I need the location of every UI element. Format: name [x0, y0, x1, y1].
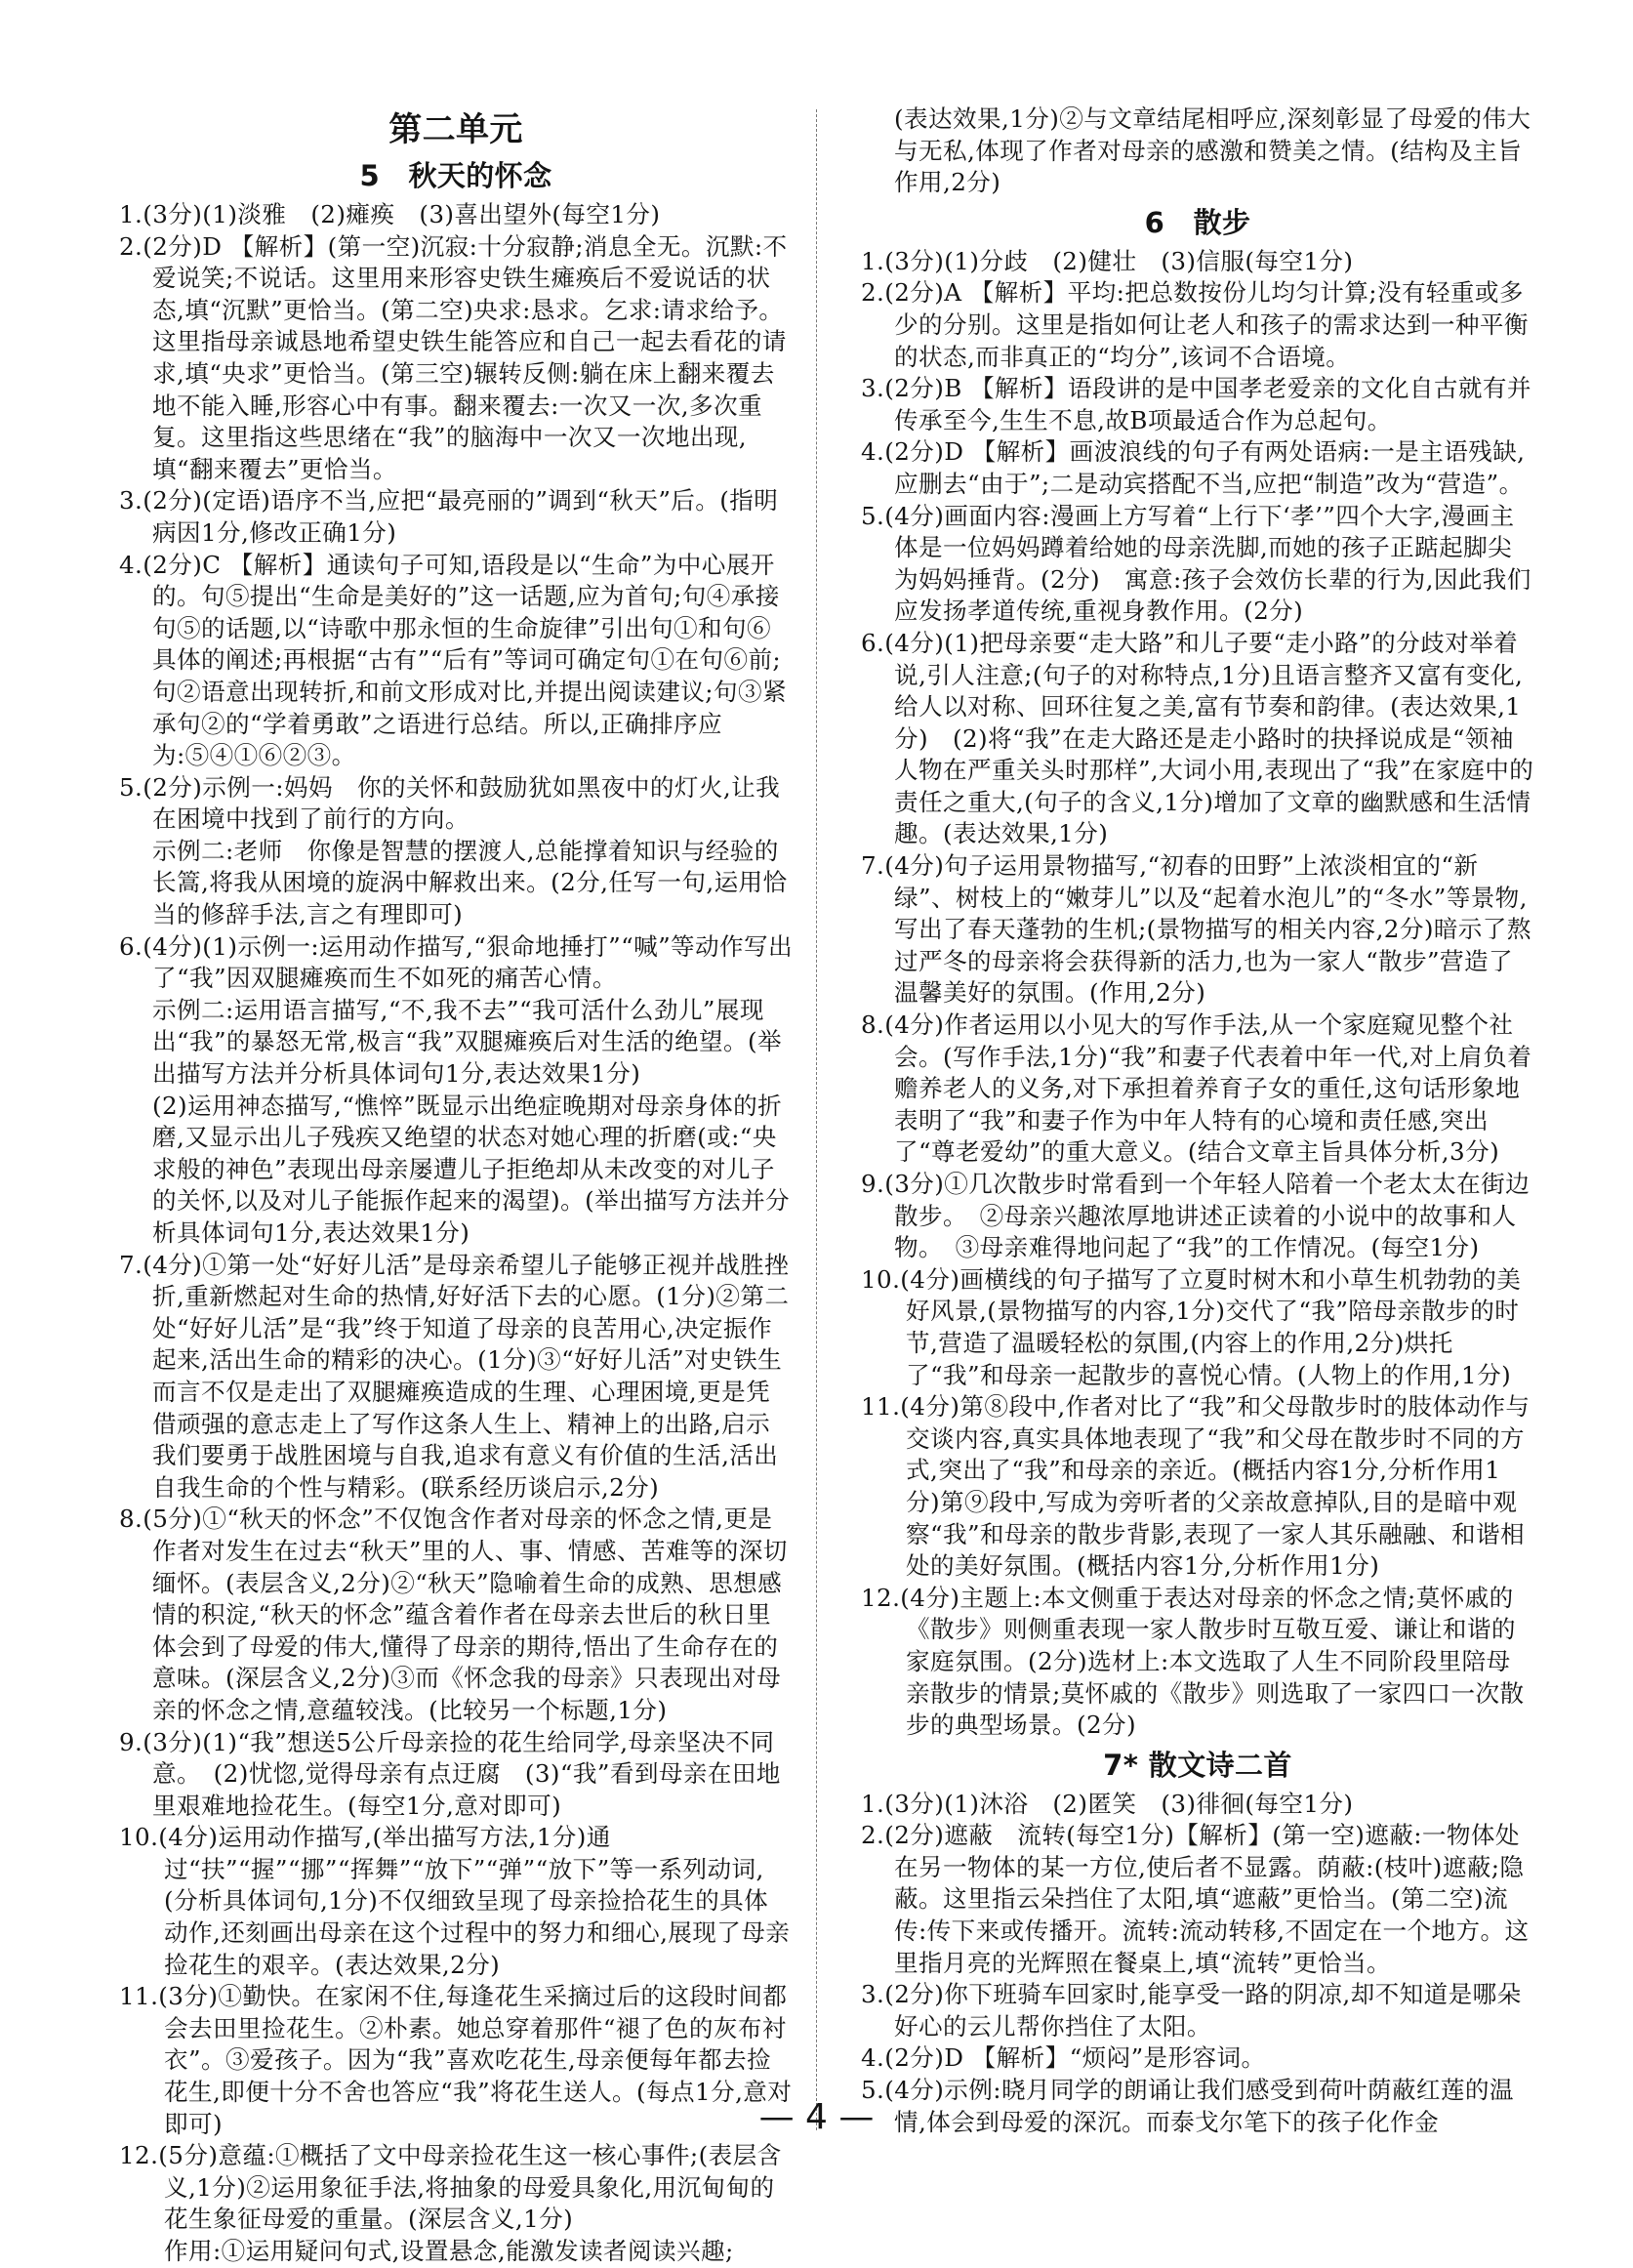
answer-item: 9.(3分)①几次散步时常看到一个年轻人陪着一个老太太在街边散步。 ②母亲兴趣浓厚地讲述正读着的小说中的故事和人物。 ③母亲难得地问起了“我”的工作情况。(每空1分) — [861, 1170, 1531, 1262]
answer-item: 8.(5分)①“秋天的怀念”不仅饱含作者对母亲的怀念之情,更是作者对发生在过去“秋天”里的人、事、情感、苦难等的深切缅怀。(表层含义,2分)②“秋天”隐喻着生命的成熟、思想感情的积淀,“秋天的怀念”蕴含着作者在母亲去世后的秋日里体会到了母爱的伟大,懂得了母亲的期待,悟出了生命存在的意味。(深层含义,2分)③而《怀念我的母亲》只表现出对母亲的怀念之情,意蕴较浅。(比较另一个标题,1分) — [119, 1505, 788, 1724]
answer-item: 5.(4分)示例:晓月同学的朗诵让我们感受到荷叶荫蔽红莲的温情,体会到母爱的深沉。而泰戈尔笔下的孩子化作金 — [861, 2076, 1514, 2136]
answer-item: 2.(2分)遮蔽 流转(每空1分)【解析】(第一空)遮蔽:一物体处在另一物体的某一方位,使后者不显露。荫蔽:(枝叶)遮蔽;隐蔽。这里指云朵挡住了太阳,填“遮蔽”更恰当。(第二空)流传:传下来或传播开。流转:流动转移,不固定在一个地方。这里指月亮的光辉照在餐桌上,填“流转”更恰当。 — [861, 1821, 1530, 1977]
answer-continuation: 作用:①运用疑问句式,设置悬念,能激发读者阅读兴趣; — [164, 2237, 734, 2265]
answer-continuation: 示例二:老师 你像是智慧的摆渡人,总能撑着知识与经验的长篙,将我从困境的旋涡中解救出来。(2分,任写一句,运用恰当的修辞手法,言之有理即可) — [152, 836, 788, 929]
answer-item: 5.(4分)画面内容:漫画上方写着“上行下‘孝’”四个大字,漫画主体是一位妈妈蹲着给她的母亲洗脚,而她的孩子正踮起脚尖为妈妈捶背。(2分) 寓意:孩子会效仿长辈的行为,因此我们应发扬孝道传统,重视身教作用。(2分) — [861, 501, 1531, 626]
answer-item: 1.(3分)(1)沐浴 (2)匿笑 (3)徘徊(每空1分) — [861, 1789, 1354, 1818]
left-column — [119, 107, 793, 2268]
answer-continuation: (2)运用神态描写,“憔悴”既显示出绝症晚期对母亲身体的折磨,又显示出儿子残疾又绝望的状态对她心理的折磨(或:“央求般的神色”表现出母亲屡遭儿子拒绝却从未改变的对儿子的关怀,以及对儿子能振作起来的渴望)。(举出描写方法并分析具体词句1分,表达效果1分) — [152, 1091, 791, 1247]
answer-item: 10.(4分)运用动作描写,(举出描写方法,1分)通过“扶”“握”“挪”“挥舞”“放下”“弹”“放下”等一系列动词,(分析具体词句,1分)不仅细致呈现了母亲捡拾花生的具体动作,还刻画出母亲在这个过程中的努力和细心,展现了母亲捡花生的艰辛。(表达效果,2分) — [119, 1823, 791, 1979]
answer-item: 12.(4分)主题上:本文侧重于表达对母亲的怀念之情;莫怀戚的《散步》则侧重表现一家人散步时互敬互爱、谦让和谐的家庭氛围。(2分)选材上:本文选取了人生不同阶段里陪母亲散步的情景;莫怀戚的《散步》则选取了一家四口一次散步的典型场景。(2分) — [861, 1583, 1525, 1740]
answer-item: 8.(4分)作者运用以小见大的写作手法,从一个家庭窥见整个社会。(写作手法,1分)“我”和妻子代表着中年一代,对上肩负着赡养老人的义务,对下承担着养育子女的重任,这句话形象地表明了“我”和妻子作为中年人特有的心境和责任感,突出了“尊老爱幼”的重大意义。(结合文章主旨具体分析,3分) — [861, 1010, 1532, 1167]
answer-item: 11.(3分)①勤快。在家闲不住,每逢花生采摘过后的这段时间都会去田里捡花生。②朴素。她总穿着那件“褪了色的灰布衬衣”。③爱孩子。因为“我”喜欢吃花生,母亲便每年都去捡花生,即便十分不舍也答应“我”将花生送人。(每点1分,意对即可) — [119, 1982, 793, 2138]
answer-item: 3.(2分)B 【解析】语段讲的是中国孝老爱亲的文化自古就有并传承至今,生生不息,故B项最适合作为总起句。 — [861, 374, 1531, 434]
answer-item: 1.(3分)(1)分歧 (2)健壮 (3)信服(每空1分) — [861, 246, 1354, 275]
answer-item: 6.(4分)(1)把母亲要“走大路”和儿子要“走小路”的分歧对举着说,引人注意;(句子的对称特点,1分)且语言整齐又富有变化,给人以对称、回环往复之美,富有节奏和韵律。(表达效果,1分) (2)将“我”在走大路还是走小路时的抉择说成是“领袖人物在严重关头时那样”,大词小用,表现出了“我”在家庭中的责任之重大,(句子的含义,1分)增加了文章的幽默感和生活情趣。(表达效果,1分) — [861, 628, 1534, 848]
answer-item: 2.(2分)A 【解析】平均:把总数按份儿均匀计算;没有轻重或多少的分别。这里是指如何让老人和孩子的需求达到一种平衡的状态,而非真正的“均分”,该词不合语境。 — [861, 278, 1529, 371]
answer-continuation: (表达效果,1分)②与文章结尾相呼应,深刻彰显了母爱的伟大与无私,体现了作者对母亲的感激和赞美之情。(结构及主旨作用,2分) — [894, 104, 1531, 197]
answer-item: 7.(4分)①第一处“好好儿活”是母亲希望儿子能够正视并战胜挫折,重新燃起对生命的热情,好好活下去的心愿。(1分)②第二处“好好儿活”是“我”终于知道了母亲的良苦用心,决定振作起来,活出生命的精彩的决心。(1分)③“好好儿活”对史铁生而言不仅是走出了双腿瘫痪造成的生理、心理困境,更是凭借顽强的意志走上了写作这条人生上、精神上的出路,启示我们要勇于战胜困境与自我,追求有意义有价值的生活,活出自我生命的个性与精彩。(联系经历谈启示,2分) — [119, 1250, 790, 1502]
answer-item: 7.(4分)句子运用景物描写,“初春的田野”上浓淡相宜的“新绿”、树枝上的“嫩芽儿”以及“起着水泡儿”的“冬水”等景物,写出了春天蓬勃的生机;(景物描写的相关内容,2分)暗示了熬过严冬的母亲将会获得新的活力,也为一家人“散步”营造了温馨美好的氛围。(作用,2分) — [861, 851, 1531, 1008]
unit-title: 第二单元 — [388, 110, 523, 149]
answer-item: 9.(3分)(1)“我”想送5公斤母亲捡的花生给同学,母亲坚决不同意。 (2)忧惚,觉得母亲有点迂腐 (3)“我”看到母亲在田地里艰难地捡花生。(每空1分,意对即可) — [119, 1727, 781, 1820]
answer-item: 4.(2分)D 【解析】画波浪线的句子有两处语病:一是主语残缺,应删去“由于”;二是动宾搭配不当,应把“制造”改为“营造”。 — [861, 437, 1526, 498]
answer-item: 11.(4分)第⑧段中,作者对比了“我”和父母散步时的肢体动作与交谈内容,真实具体地表现了“我”和父母在散步时不同的方式,突出了“我”和母亲的亲近。(概括内容1分,分析作用1分)第⑨段中,写成为旁听者的父亲故意掉队,目的是暗中观察“我”和母亲的散步背影,表现了一家人其乐融融、和谐相处的美好氛围。(概括内容1分,分析作用1分) — [861, 1392, 1531, 1581]
answer-item: 10.(4分)画横线的句子描写了立夏时树木和小草生机勃勃的美好风景,(景物描写的内容,1分)交代了“我”陪母亲散步的时节,营造了温暖轻松的氛围,(内容上的作用,2分)烘托了“我”和母亲一起散步的喜悦心情。(人物上的作用,1分) — [861, 1264, 1522, 1389]
page-number: — 4 — — [758, 2097, 875, 2137]
answer-item: 3.(2分)你下班骑车回家时,能享受一路的阴凉,却不知道是哪朵好心的云儿帮你挡住了太阳。 — [861, 1980, 1522, 2041]
answer-continuation: 示例二:运用语言描写,“不,我不去”“我可活什么劲儿”展现出“我”的暴怒无常,极言“我”双腿瘫痪后对生活的绝望。(举出描写方法并分析具体词句1分,表达效果1分) — [152, 995, 782, 1089]
answer-item: 4.(2分)D 【解析】“烦闷”是形容词。 — [861, 2043, 1266, 2073]
column-divider — [816, 109, 817, 2130]
right-column — [861, 103, 1534, 2138]
answer-item: 6.(4分)(1)示例一:运用动作描写,“狠命地捶打”“喊”等动作写出了“我”因双腿瘫痪而生不如死的痛苦心情。 — [119, 931, 794, 993]
answer-item: 5.(2分)示例一:妈妈 你的关怀和鼓励犹如黑夜中的灯火,让我在困境中找到了前行的方向。 — [119, 772, 781, 834]
answer-item: 3.(2分)(定语)语序不当,应把“最亮丽的”调到“秋天”后。(指明病因1分,修改正确1分) — [119, 486, 779, 547]
answer-item: 4.(2分)C 【解析】通读句子可知,语段是以“生命”为中心展开的。句⑤提出“生命是美好的”这一话题,应为首句;句④承接句⑤的话题,以“诗歌中那永恒的生命旋律”引出句①和句⑥具体的阐述;再根据“古有”“后有”等词可确定句①在句⑥前;句②语意出现转折,和前文形成对比,并提出阅读建议;句③紧承句②的“学着勇敢”之语进行总结。所以,正确排序应为:⑤④①⑥②③。 — [119, 550, 787, 770]
lesson-6-title: 6 散步 — [1144, 205, 1251, 239]
lesson-7-title: 7* 散文诗二首 — [1103, 1748, 1292, 1782]
answer-item: 2.(2分)D 【解析】(第一空)沉寂:十分寂静;消息全无。沉默:不爱说笑;不说话。这里用来形容史铁生瘫痪后不爱说话的状态,填“沉默”更恰当。(第二空)央求:恳求。乞求:请求给予。这里指母亲诚恳地希望史铁生能答应和自己一起去看花的请求,填“央求”更恰当。(第三空)辗转反侧:躺在床上翻来覆去地不能入睡,形容心中有事。翻来覆去:一次又一次,多次重复。这里指这些思绪在“我”的脑海中一次又一次地出现,填“翻来覆去”更恰当。 — [119, 231, 788, 483]
answer-item: 1.(3分)(1)淡雅 (2)瘫痪 (3)喜出望外(每空1分) — [119, 200, 661, 228]
answer-item: 12.(5分)意蕴:①概括了文中母亲捡花生这一核心事件;(表层含义,1分)②运用象征手法,将抽象的母爱具象化,用沉甸甸的花生象征母爱的重量。(深层含义,1分) — [119, 2141, 782, 2234]
lesson-5-title: 5 秋天的怀念 — [359, 159, 552, 192]
